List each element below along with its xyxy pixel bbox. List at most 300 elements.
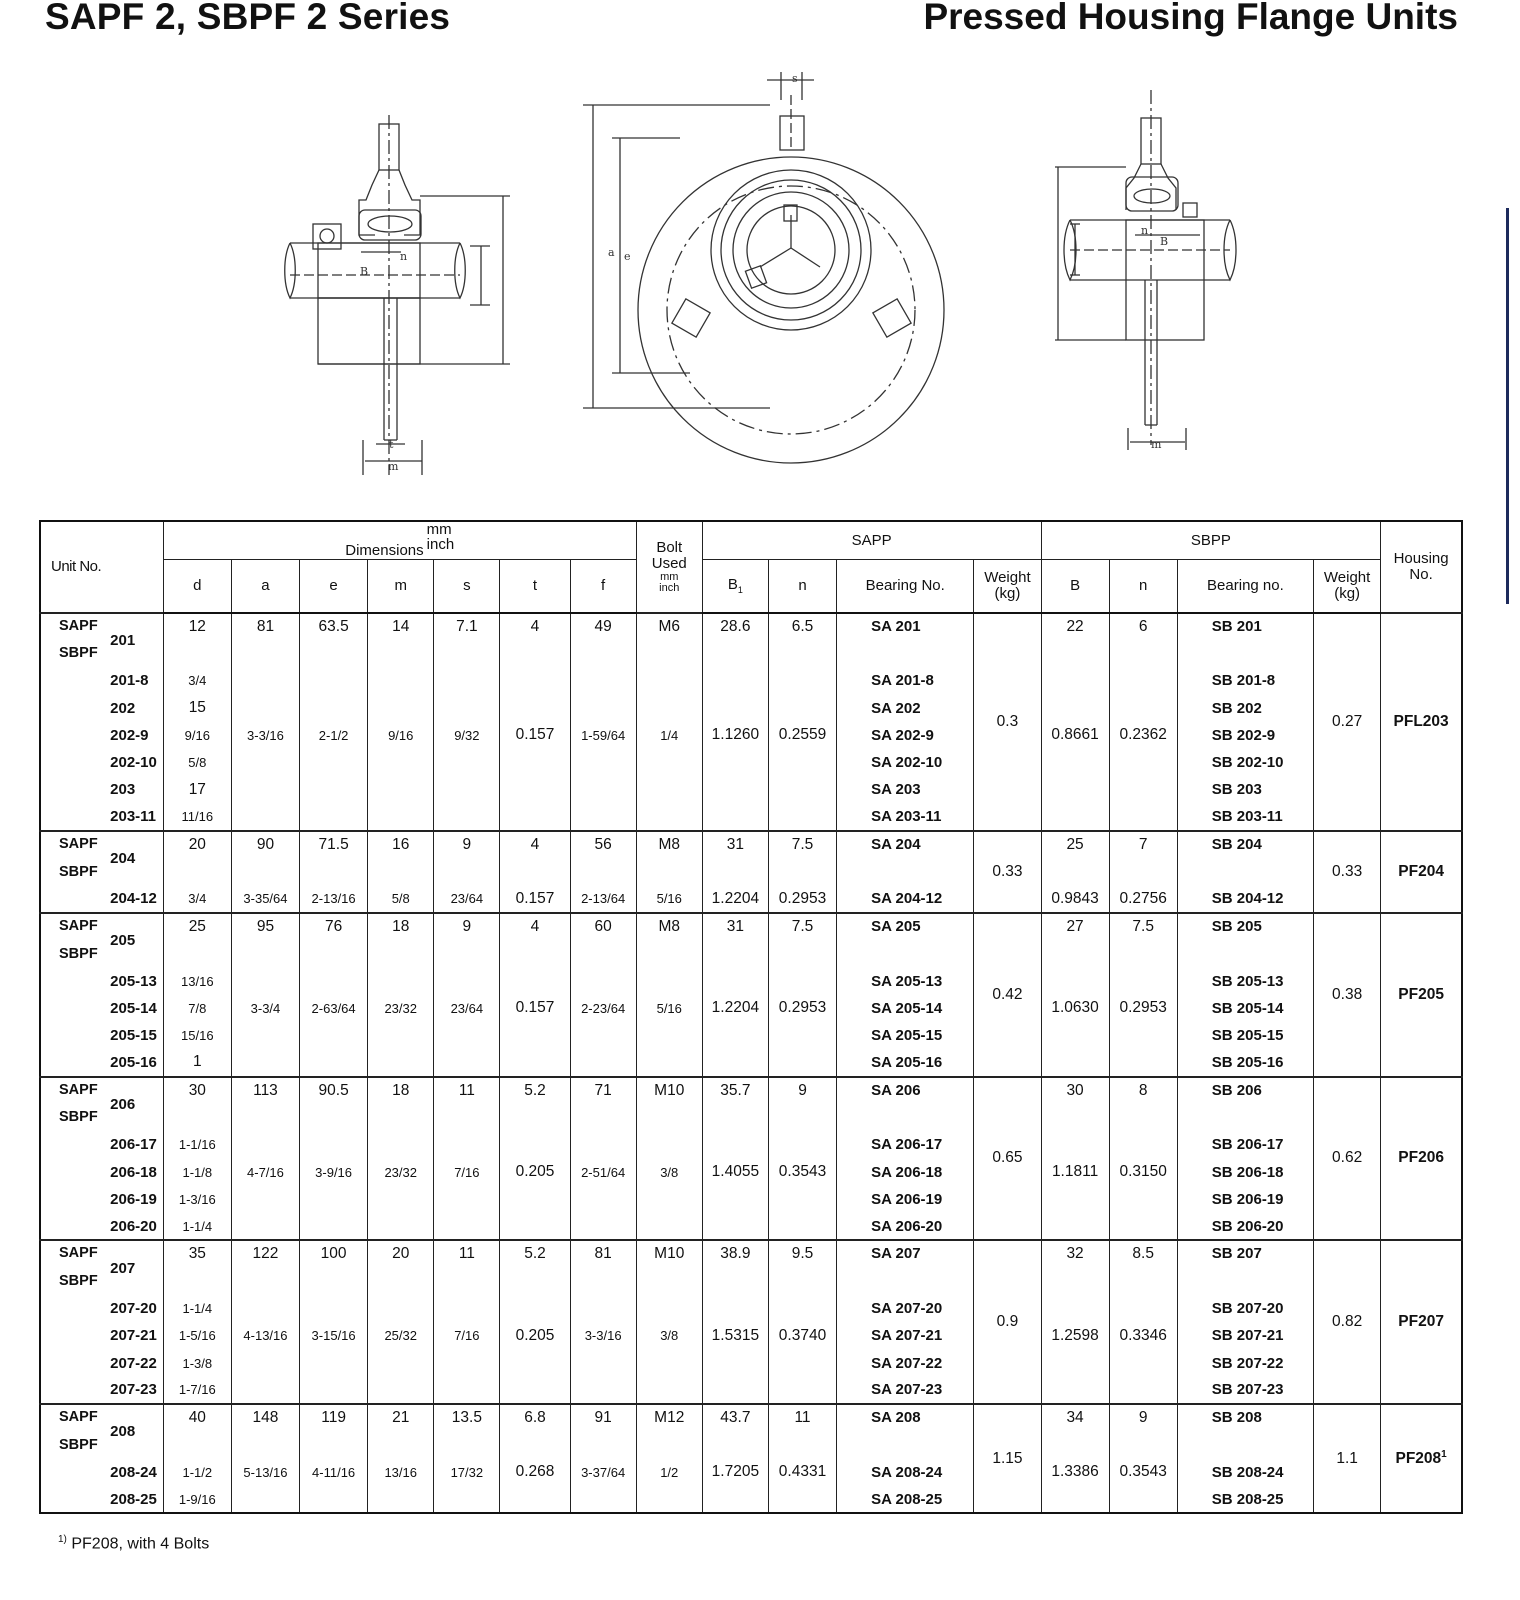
header-weight-sapp-label: Weight (kg) <box>984 568 1031 602</box>
cell-e <box>300 1377 368 1404</box>
prefix-empty <box>40 885 110 912</box>
cell-d: 40 <box>163 1404 231 1431</box>
cell-s <box>434 858 500 885</box>
prefix-empty <box>40 694 110 721</box>
cell-a <box>231 667 299 694</box>
cell-sa: SA 207 <box>837 1240 974 1267</box>
header-f: f <box>570 560 636 613</box>
cell-sa: SA 207-22 <box>837 1350 974 1377</box>
cell-b: 1.3386 <box>1041 1459 1109 1486</box>
cell-d: 17 <box>163 776 231 803</box>
cell-d <box>163 640 231 667</box>
cell-a: 4-7/16 <box>231 1158 299 1185</box>
cell-b1 <box>702 1268 768 1295</box>
header-weight-sbpp-label: Weight (kg) <box>1323 568 1371 602</box>
cell-a: 122 <box>231 1240 299 1267</box>
cell-b1 <box>702 804 768 831</box>
cell-a <box>231 1431 299 1458</box>
cell-e: 76 <box>300 913 368 940</box>
label-e: e <box>624 250 631 263</box>
cell-n: 7.5 <box>768 831 836 858</box>
cell-t <box>500 1268 570 1295</box>
cell-n2 <box>1109 940 1177 967</box>
prefix-empty <box>40 804 110 831</box>
prefix-sapf: SAPF <box>40 613 110 640</box>
cell-s <box>434 940 500 967</box>
table-row <box>40 1404 1462 1431</box>
cell-bolt <box>636 940 702 967</box>
prefix-sapf: SAPF <box>40 913 110 940</box>
cell-bolt <box>636 1486 702 1513</box>
cell-t <box>500 1431 570 1458</box>
weight-sbpp: 1.1 <box>1314 1404 1381 1513</box>
cell-s: 23/64 <box>434 885 500 912</box>
prefix-sbpf: SBPF <box>59 945 98 962</box>
cell-sa <box>837 858 974 885</box>
cell-m: 16 <box>368 831 434 858</box>
cell-b <box>1041 858 1109 885</box>
cell-sb: SB 206 <box>1177 1077 1313 1104</box>
cell-b1: 1.5315 <box>702 1322 768 1349</box>
header-housing-label: Housing No. <box>1393 549 1449 583</box>
cell-t <box>500 804 570 831</box>
cell-sa: SA 205 <box>837 913 974 940</box>
footnote-text: PF208, with 4 Bolts <box>66 1535 210 1553</box>
cell-m <box>368 1104 434 1131</box>
footnote-marker: 1) <box>58 1534 67 1545</box>
unit-no: 201-8 <box>110 672 149 690</box>
cell-n: 9.5 <box>768 1240 836 1267</box>
header-d: d <box>163 560 231 613</box>
cell-b <box>1041 1186 1109 1213</box>
cell-bolt: M10 <box>636 1240 702 1267</box>
cell-s <box>434 1104 500 1131</box>
cell-sa: SA 207-20 <box>837 1295 974 1322</box>
header-b1-sub: 1 <box>737 585 743 596</box>
cell-b <box>1041 1049 1109 1076</box>
cell-d: 25 <box>163 913 231 940</box>
cell-s <box>434 1486 500 1513</box>
cell-sa: SA 205-16 <box>837 1049 974 1076</box>
cell-d: 7/8 <box>163 995 231 1022</box>
table-row <box>40 1213 1462 1240</box>
cell-b1: 1.4055 <box>702 1158 768 1185</box>
cell-s <box>434 694 500 721</box>
cell-n2 <box>1109 1350 1177 1377</box>
technical-drawings <box>0 60 1520 500</box>
cell-sb: SB 207-20 <box>1177 1295 1313 1322</box>
cell-n <box>768 1295 836 1322</box>
unit-no: 202 <box>110 699 136 717</box>
cell-sa: SA 208-24 <box>837 1459 974 1486</box>
cell-sb: SB 204 <box>1177 831 1313 858</box>
cell-b1 <box>702 1131 768 1158</box>
cell-a <box>231 1104 299 1131</box>
cell-s: 9 <box>434 831 500 858</box>
cell-n: 0.3543 <box>768 1158 836 1185</box>
cell-f: 2-51/64 <box>570 1158 636 1185</box>
cell-bolt <box>636 1295 702 1322</box>
header-housing-no <box>1381 521 1462 613</box>
cell-s: 7/16 <box>434 1158 500 1185</box>
weight-sbpp: 0.62 <box>1314 1077 1381 1241</box>
cell-s: 7.1 <box>434 613 500 640</box>
cell-d: 1-1/16 <box>163 1131 231 1158</box>
cell-t <box>500 667 570 694</box>
cell-sb: SB 206-19 <box>1177 1186 1313 1213</box>
cell-m: 23/32 <box>368 1158 434 1185</box>
unit-no: 205-16 <box>110 1053 157 1071</box>
cell-m <box>368 1377 434 1404</box>
cell-n: 0.2953 <box>768 995 836 1022</box>
table-row <box>40 640 1462 667</box>
unit-base-no: 205 <box>110 913 163 968</box>
cell-bolt <box>636 1213 702 1240</box>
cell-s: 9 <box>434 913 500 940</box>
cell-m <box>368 804 434 831</box>
cell-bolt: 3/8 <box>636 1322 702 1349</box>
cell-n: 9 <box>768 1077 836 1104</box>
table-row <box>40 1322 1462 1349</box>
table-row <box>40 995 1462 1022</box>
cell-a: 90 <box>231 831 299 858</box>
cell-s: 9/32 <box>434 722 500 749</box>
cell-e: 2-63/64 <box>300 995 368 1022</box>
cell-t <box>500 749 570 776</box>
cell-m: 13/16 <box>368 1459 434 1486</box>
unit-no: 205-13 <box>110 972 157 990</box>
cell-b1 <box>702 667 768 694</box>
cell-a: 81 <box>231 613 299 640</box>
cell-a <box>231 967 299 994</box>
cell-n <box>768 640 836 667</box>
prefix-sbpf: SBPF <box>59 1109 98 1126</box>
table-row <box>40 1049 1462 1076</box>
prefix-sapf: SAPF <box>40 1077 110 1104</box>
cell-f <box>570 1295 636 1322</box>
cell-n2 <box>1109 1186 1177 1213</box>
cell-s: 23/64 <box>434 995 500 1022</box>
cell-d: 1-5/16 <box>163 1322 231 1349</box>
header-n-sbpp: n <box>1109 560 1177 613</box>
prefix-empty <box>40 1022 110 1049</box>
cell-f <box>570 1186 636 1213</box>
table-row <box>40 1377 1462 1404</box>
header-weight-sapp <box>974 560 1041 613</box>
cell-t: 0.205 <box>500 1158 570 1185</box>
unit-no: 206-19 <box>110 1190 157 1208</box>
table-row <box>40 1431 1462 1458</box>
cell-sa <box>837 940 974 967</box>
cell-d: 1-7/16 <box>163 1377 231 1404</box>
cell-s <box>434 1350 500 1377</box>
cell-bolt <box>636 967 702 994</box>
housing-label: PF208 <box>1395 1450 1442 1468</box>
unit-no: 206-20 <box>110 1217 157 1235</box>
cell-e: 4-11/16 <box>300 1459 368 1486</box>
cell-n2 <box>1109 1431 1177 1458</box>
cell-t: 5.2 <box>500 1240 570 1267</box>
cell-s <box>434 1431 500 1458</box>
cell-d <box>163 1268 231 1295</box>
cell-sb: SB 206-20 <box>1177 1213 1313 1240</box>
cell-f <box>570 1377 636 1404</box>
cell-sa: SA 205-13 <box>837 967 974 994</box>
cell-n2: 0.2362 <box>1109 722 1177 749</box>
label-a: a <box>608 246 615 259</box>
cell-a: 148 <box>231 1404 299 1431</box>
cell-bolt <box>636 804 702 831</box>
cell-sa: SA 207-21 <box>837 1322 974 1349</box>
header-unit-inch: inch <box>426 536 455 553</box>
side-view-sbpp <box>1055 90 1236 450</box>
cell-sb: SB 202-10 <box>1177 749 1313 776</box>
cell-n2 <box>1109 1377 1177 1404</box>
cell-e: 63.5 <box>300 613 368 640</box>
cell-t <box>500 1295 570 1322</box>
cell-d <box>163 858 231 885</box>
cell-n2 <box>1109 1022 1177 1049</box>
table-row <box>40 1022 1462 1049</box>
cell-f <box>570 1022 636 1049</box>
label-m-left: m <box>388 460 399 473</box>
label-n-right: n <box>1141 224 1149 237</box>
header-s: s <box>434 560 500 613</box>
cell-b1 <box>702 1377 768 1404</box>
unit-no: 208-25 <box>110 1490 157 1508</box>
table-row <box>40 1131 1462 1158</box>
cell-n <box>768 1350 836 1377</box>
housing-label: PF207 <box>1398 1313 1444 1331</box>
cell-t: 0.205 <box>500 1322 570 1349</box>
cell-m <box>368 1049 434 1076</box>
table-row <box>40 858 1462 885</box>
cell-b1 <box>702 940 768 967</box>
cell-bolt <box>636 1186 702 1213</box>
cell-e <box>300 1486 368 1513</box>
prefix-empty <box>40 967 110 994</box>
cell-d: 20 <box>163 831 231 858</box>
cell-e <box>300 667 368 694</box>
cell-sa: SA 208-25 <box>837 1486 974 1513</box>
cell-sb: SB 205-15 <box>1177 1022 1313 1049</box>
cell-e <box>300 776 368 803</box>
cell-t <box>500 1104 570 1131</box>
cell-b <box>1041 967 1109 994</box>
unit-no: 203-11 <box>110 808 157 826</box>
cell-d: 1-1/8 <box>163 1158 231 1185</box>
cell-f <box>570 858 636 885</box>
unit-no: 203 <box>110 781 136 799</box>
table-row <box>40 967 1462 994</box>
header-bolt-mm: mm <box>660 570 679 583</box>
cell-bolt: 5/16 <box>636 885 702 912</box>
cell-n <box>768 667 836 694</box>
cell-sb: SB 202 <box>1177 694 1313 721</box>
cell-n: 0.2559 <box>768 722 836 749</box>
cell-e <box>300 1186 368 1213</box>
cell-bolt <box>636 694 702 721</box>
cell-m: 18 <box>368 913 434 940</box>
header-m: m <box>368 560 434 613</box>
cell-b1: 1.1260 <box>702 722 768 749</box>
cell-f: 60 <box>570 913 636 940</box>
cell-sb: SB 208-25 <box>1177 1486 1313 1513</box>
cell-b <box>1041 1268 1109 1295</box>
cell-b1 <box>702 1186 768 1213</box>
cell-n2 <box>1109 694 1177 721</box>
cell-b: 1.0630 <box>1041 995 1109 1022</box>
cell-sa: SA 206-20 <box>837 1213 974 1240</box>
cell-sb: SB 203-11 <box>1177 804 1313 831</box>
cell-sb: SB 201 <box>1177 613 1313 640</box>
cell-d: 15/16 <box>163 1022 231 1049</box>
accent-bar <box>1506 208 1509 604</box>
prefix-empty <box>40 667 110 694</box>
cell-t <box>500 1213 570 1240</box>
cell-n2: 0.2756 <box>1109 885 1177 912</box>
cell-e: 100 <box>300 1240 368 1267</box>
cell-a <box>231 776 299 803</box>
cell-sa <box>837 640 974 667</box>
cell-sa: SA 206-18 <box>837 1158 974 1185</box>
prefix-empty <box>40 776 110 803</box>
prefix-empty <box>40 995 110 1022</box>
header-e: e <box>300 560 368 613</box>
cell-n <box>768 694 836 721</box>
cell-m: 23/32 <box>368 995 434 1022</box>
cell-m <box>368 667 434 694</box>
cell-f <box>570 694 636 721</box>
cell-b: 30 <box>1041 1077 1109 1104</box>
cell-m <box>368 1486 434 1513</box>
cell-n2: 7 <box>1109 831 1177 858</box>
cell-e <box>300 1350 368 1377</box>
cell-bolt: 1/4 <box>636 722 702 749</box>
cell-a <box>231 1350 299 1377</box>
header-bolt-used <box>636 521 702 613</box>
cell-sa: SA 203 <box>837 776 974 803</box>
cell-s <box>434 640 500 667</box>
cell-f <box>570 1131 636 1158</box>
cell-d: 35 <box>163 1240 231 1267</box>
cell-a: 5-13/16 <box>231 1459 299 1486</box>
header-bolt-label: Bolt Used <box>651 538 687 572</box>
cell-bolt <box>636 1049 702 1076</box>
cell-t: 5.2 <box>500 1077 570 1104</box>
weight-sbpp: 0.82 <box>1314 1240 1381 1404</box>
cell-m <box>368 1268 434 1295</box>
cell-b: 34 <box>1041 1404 1109 1431</box>
cell-b <box>1041 749 1109 776</box>
cell-sb: SB 203 <box>1177 776 1313 803</box>
cell-t <box>500 940 570 967</box>
prefix-empty <box>40 1322 110 1349</box>
cell-a: 3-3/16 <box>231 722 299 749</box>
weight-sbpp: 0.38 <box>1314 913 1381 1077</box>
unit-base-no: 208 <box>110 1404 163 1459</box>
cell-f: 1-59/64 <box>570 722 636 749</box>
cell-n2: 6 <box>1109 613 1177 640</box>
cell-n <box>768 1131 836 1158</box>
cell-b1: 43.7 <box>702 1404 768 1431</box>
housing-label: PFL203 <box>1393 712 1449 730</box>
cell-d: 11/16 <box>163 804 231 831</box>
cell-s: 17/32 <box>434 1459 500 1486</box>
housing-no <box>1381 1404 1462 1513</box>
prefix-sbpf: SBPF <box>59 863 98 880</box>
cell-n2: 0.3150 <box>1109 1158 1177 1185</box>
cell-bolt: 1/2 <box>636 1459 702 1486</box>
cell-n: 0.4331 <box>768 1459 836 1486</box>
cell-e: 90.5 <box>300 1077 368 1104</box>
cell-b: 27 <box>1041 913 1109 940</box>
prefix-empty <box>40 1459 110 1486</box>
cell-b1 <box>702 1049 768 1076</box>
cell-t <box>500 1186 570 1213</box>
label-t-left: t <box>389 438 394 451</box>
cell-b1 <box>702 1104 768 1131</box>
cell-n2 <box>1109 1131 1177 1158</box>
cell-e <box>300 858 368 885</box>
spec-table <box>39 520 1463 1514</box>
cell-t <box>500 1049 570 1076</box>
cell-e <box>300 1022 368 1049</box>
cell-n: 7.5 <box>768 913 836 940</box>
cell-b1 <box>702 967 768 994</box>
table-row <box>40 1295 1462 1322</box>
cell-f <box>570 940 636 967</box>
cell-n <box>768 1268 836 1295</box>
cell-b1: 1.2204 <box>702 885 768 912</box>
cell-e: 2-1/2 <box>300 722 368 749</box>
cell-t: 0.157 <box>500 995 570 1022</box>
cell-bolt: M8 <box>636 913 702 940</box>
cell-f <box>570 1104 636 1131</box>
cell-t <box>500 694 570 721</box>
table-row <box>40 1240 1462 1267</box>
unit-no: 207-23 <box>110 1381 157 1399</box>
unit-base-no: 206 <box>110 1077 163 1132</box>
cell-sb: SB 208-24 <box>1177 1459 1313 1486</box>
cell-s: 13.5 <box>434 1404 500 1431</box>
cell-a: 3-35/64 <box>231 885 299 912</box>
cell-bolt: M10 <box>636 1077 702 1104</box>
cell-m <box>368 1186 434 1213</box>
table-row <box>40 749 1462 776</box>
cell-b: 0.9843 <box>1041 885 1109 912</box>
cell-a <box>231 694 299 721</box>
cell-sa: SA 201 <box>837 613 974 640</box>
cell-sb: SB 205 <box>1177 913 1313 940</box>
cell-s <box>434 1268 500 1295</box>
label-m-right: m <box>1151 438 1162 451</box>
header-bearing-no-sbpp: Bearing no. <box>1177 560 1313 613</box>
header-unit-no: Unit No. <box>40 521 163 613</box>
table-row <box>40 613 1462 640</box>
cell-d: 1-9/16 <box>163 1486 231 1513</box>
cell-t <box>500 1022 570 1049</box>
header-n-sapp: n <box>768 560 836 613</box>
header-b1-label: B <box>727 576 738 594</box>
prefix-sapf: SAPF <box>40 1404 110 1431</box>
cell-t <box>500 776 570 803</box>
cell-a <box>231 1213 299 1240</box>
cell-n2 <box>1109 1049 1177 1076</box>
table-row <box>40 1350 1462 1377</box>
cell-b <box>1041 1377 1109 1404</box>
unit-no: 206-17 <box>110 1136 157 1154</box>
